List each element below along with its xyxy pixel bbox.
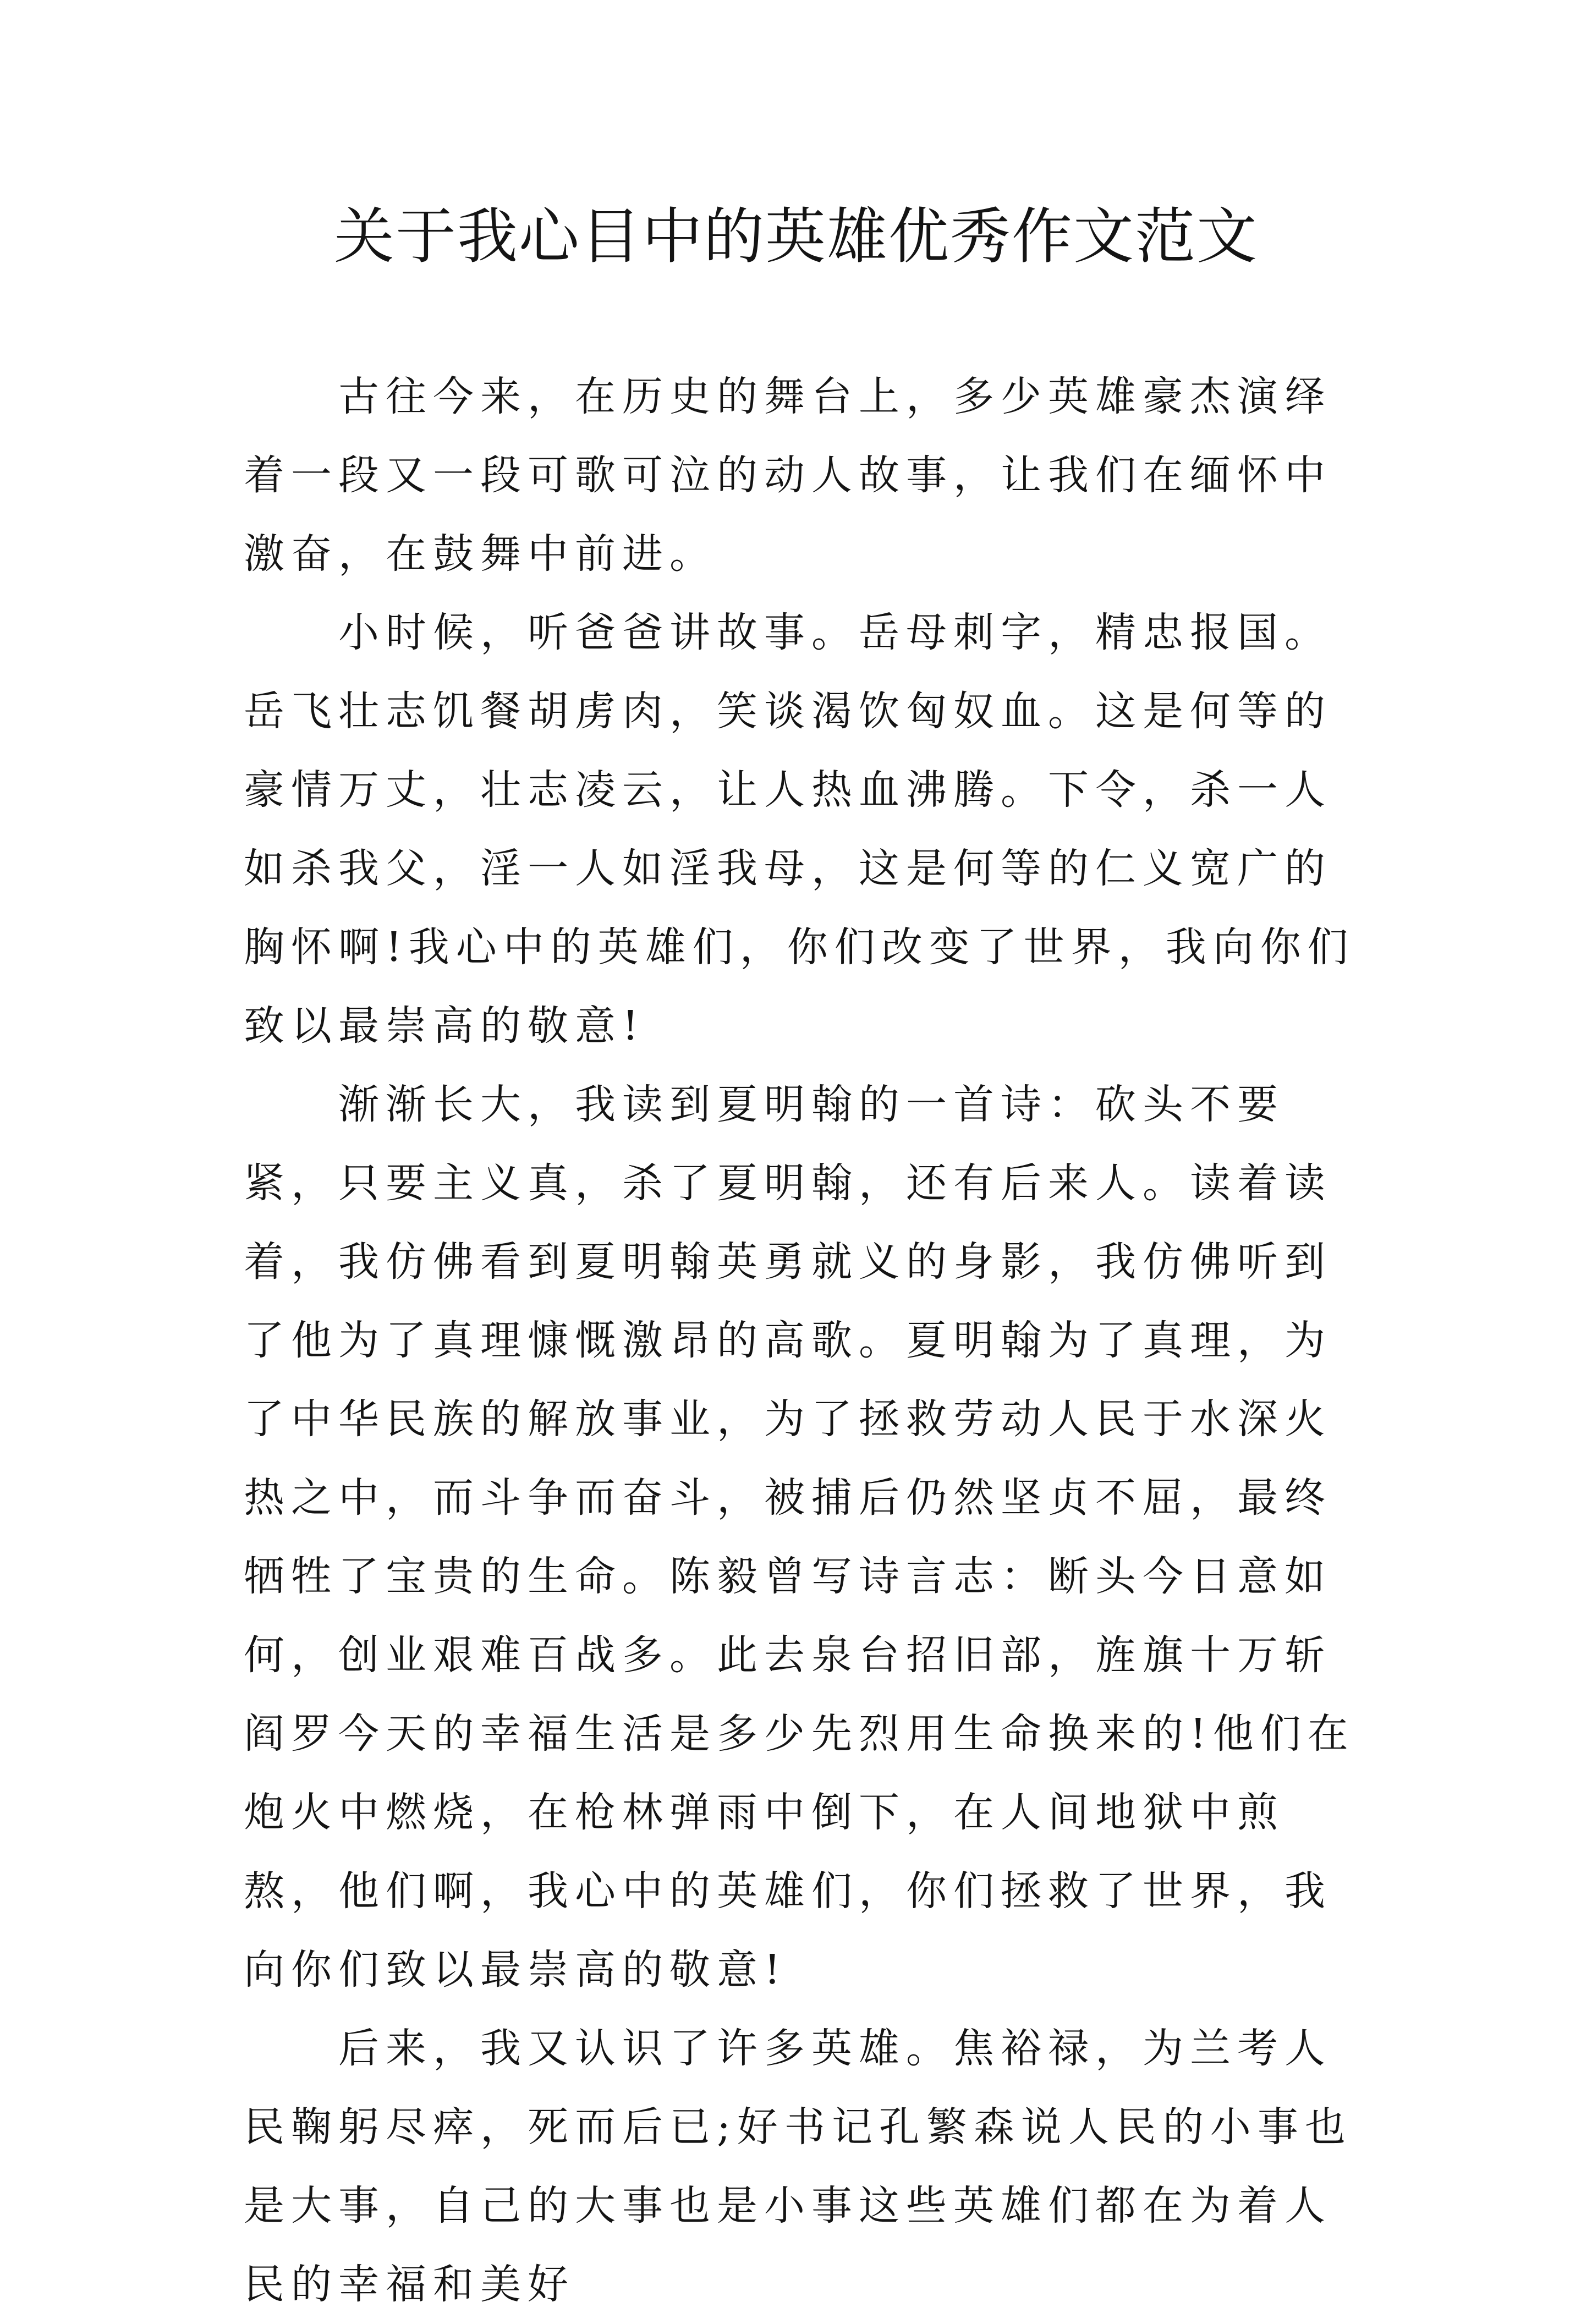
paragraph-2: 小时候，听爸爸讲故事。岳母刺字，精忠报国。岳飞壮志饥餐胡虏肉，笑谈渴饮匈奴血。这是何等的豪情万丈，壮志凌云，让人热血沸腾。下令，杀一人如杀我父，淫一人如淫我母，这是何等的仁义宽广的胸怀啊!我心中的英雄们，你们改变了世界，我向你们致以最崇高的敬意!: [244, 609, 1355, 1050]
document-body: [244, 358, 1360, 2324]
paragraph-1: 古往今来，在历史的舞台上，多少英雄豪杰演绎着一段又一段可歌可泣的动人故事，让我们在缅怀中激奋，在鼓舞中前进。: [244, 373, 1332, 578]
paragraph-3: 渐渐长大，我读到夏明翰的一首诗：砍头不要紧，只要主义真，杀了夏明翰，还有后来人。读着读着，我仿佛看到夏明翰英勇就义的身影，我仿佛听到了他为了真理慷慨激昂的高歌。夏明翰为了真理，为了中华民族的解放事业，为了拯救劳动人民于水深火热之中，而斗争而奋斗，被捕后仍然坚贞不屈，最终牺牲了宝贵的生命。陈毅曾写诗言志：断头今日意如何，创业艰难百战多。此去泉台招旧部，旌旗十万斩阎罗今天的幸福生活是多少先烈用生命换来的!他们在炮火中燃烧，在枪林弹雨中倒下，在人间地狱中煎熬，他们啊，我心中的英雄们，你们拯救了世界，我向你们致以最崇高的敬意!: [244, 1081, 1355, 1993]
document-title: 关于我心目中的英雄优秀作文范文: [334, 201, 1258, 272]
paragraph-4: 后来，我又认识了许多英雄。焦裕禄，为兰考人民鞠躬尽瘁，死而后已;好书记孔繁森说人民的小事也是大事，自己的大事也是小事这些英雄们都在为着人民的幸福和美好: [244, 2025, 1352, 2308]
